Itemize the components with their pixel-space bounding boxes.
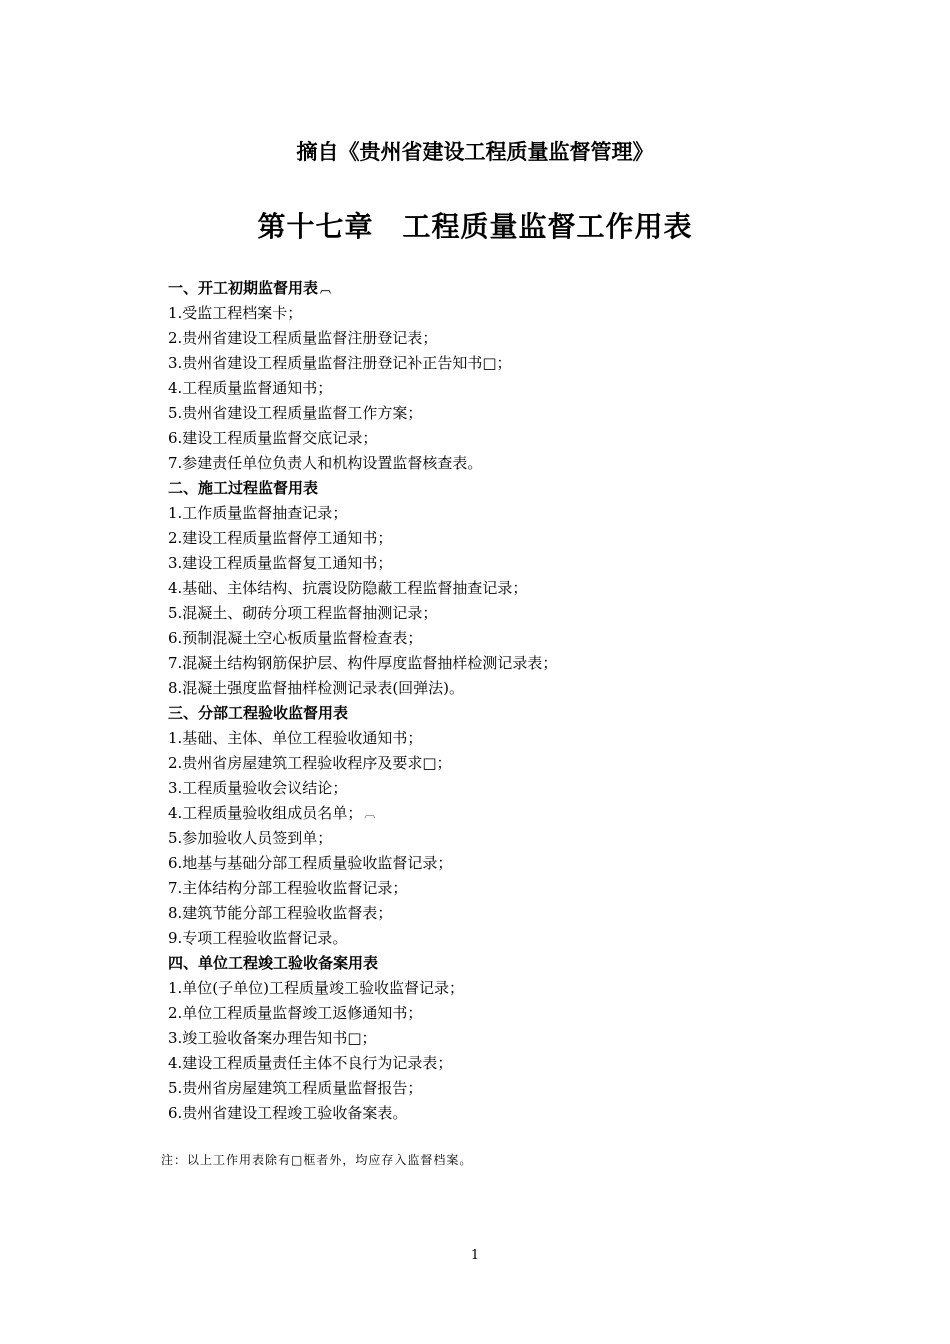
footnote: 注：以上工作用表除有□框者外，均应存入监督档案。 [161, 1153, 473, 1167]
list-item: 2.贵州省房屋建筑工程验收程序及要求□； [168, 754, 452, 772]
list-item: 5.贵州省房屋建筑工程质量监督报告； [168, 1079, 423, 1097]
section-heading: 四、单位工程竣工验收备案用表 [168, 954, 379, 972]
list-item: 7.参建责任单位负责人和机构设置监督核查表。 [168, 454, 483, 472]
list-item: 5.混凝土、砌砖分项工程监督抽测记录； [168, 604, 438, 622]
list-item: 6.建设工程质量监督交底记录； [168, 429, 378, 447]
list-item: 6.预制混凝土空心板质量监督检查表； [168, 629, 423, 647]
list-item: 3.建设工程质量监督复工通知书； [168, 554, 393, 572]
list-item: 4.基础、主体结构、抗震设防隐蔽工程监督抽查记录； [168, 579, 528, 597]
mark-glyph: ︹ [364, 807, 376, 820]
list-item: 1.受监工程档案卡； [168, 304, 303, 322]
list-item: 3.工程质量验收会议结论； [168, 779, 348, 797]
section-heading: 二、施工过程监督用表 [168, 479, 319, 497]
list-item: 1.单位(子单位)工程质量竣工验收监督记录； [168, 979, 465, 997]
list-item: 2.贵州省建设工程质量监督注册登记表； [168, 329, 438, 347]
list-item: 9.专项工程验收监督记录。 [168, 929, 348, 947]
mark-glyph: ︹ [320, 282, 332, 295]
list-item: 4.工程质量监督通知书； [168, 379, 333, 397]
list-item: 6.贵州省建设工程竣工验收备案表。 [168, 1104, 408, 1122]
list-item: 3.竣工验收备案办理告知书□； [168, 1029, 377, 1047]
page-number: 1 [470, 1248, 480, 1263]
section-heading: 一、开工初期监督用表 ︹ [168, 279, 332, 297]
list-item: 6.地基与基础分部工程质量验收监督记录； [168, 854, 453, 872]
list-item: 7.主体结构分部工程验收监督记录； [168, 879, 408, 897]
chapter-title: 第十七章 工程质量监督工作用表 [257, 210, 693, 243]
list-item: 2.建设工程质量监督停工通知书； [168, 529, 393, 547]
list-item: 5.贵州省建设工程质量监督工作方案； [168, 404, 423, 422]
list-item: 5.参加验收人员签到单； [168, 829, 333, 847]
list-item: 2.单位工程质量监督竣工返修通知书； [168, 1004, 423, 1022]
list-item: 4.工程质量验收组成员名单； ︹ [168, 804, 376, 822]
form-list [168, 276, 557, 1126]
list-item: 1.基础、主体、单位工程验收通知书； [168, 729, 423, 747]
list-item: 3.贵州省建设工程质量监督注册登记补正告知书□； [168, 354, 512, 372]
document-subtitle: 摘自《贵州省建设工程质量监督管理》 [296, 140, 654, 164]
section-heading: 三、分部工程验收监督用表 [168, 704, 349, 722]
list-item: 8.建筑节能分部工程验收监督表； [168, 904, 393, 922]
list-item: 1.工作质量监督抽查记录； [168, 504, 348, 522]
list-item: 7.混凝土结构钢筋保护层、构件厚度监督抽样检测记录表； [168, 654, 558, 672]
list-item: 4.建设工程质量责任主体不良行为记录表； [168, 1054, 453, 1072]
list-item: 8.混凝土强度监督抽样检测记录表(回弹法)。 [168, 679, 465, 697]
